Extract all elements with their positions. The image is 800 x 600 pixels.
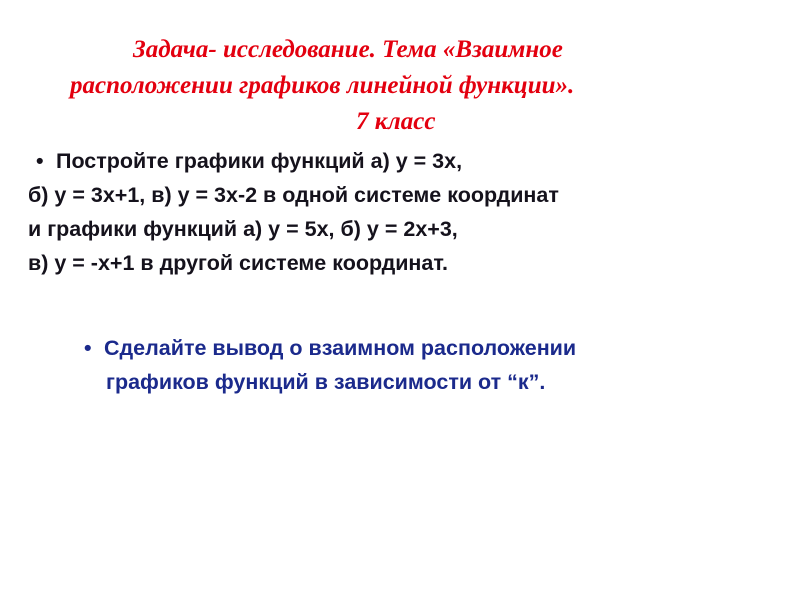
title-line-3: 7 класс <box>356 108 436 135</box>
conclusion-block <box>84 331 784 399</box>
bullet-icon: • <box>84 336 92 360</box>
task-line-3: и графики функций а) у = 5х, б) у = 2х+3, <box>28 217 458 241</box>
conclusion-line-2: графиков функций в зависимости от “к”. <box>106 370 546 394</box>
slide-title <box>0 32 800 140</box>
bullet-icon: • <box>36 149 44 173</box>
task-block <box>28 144 788 280</box>
title-line-2: расположении графиков линейной функции». <box>70 72 575 99</box>
task-line-4: в) у = -х+1 в другой системе координат. <box>28 251 448 275</box>
task-line-1-text: Постройте графики функций а) у = 3х, <box>56 149 463 173</box>
task-line-2: б) у = 3х+1, в) у = 3х-2 в одной системе координат <box>28 183 559 207</box>
conclusion-line-1-text: Сделайте вывод о взаимном расположении <box>104 336 577 360</box>
task-line-1 <box>36 144 796 178</box>
conclusion-line-1 <box>84 331 784 365</box>
title-line-1: Задача- исследование. Тема «Взаимное <box>133 36 563 63</box>
